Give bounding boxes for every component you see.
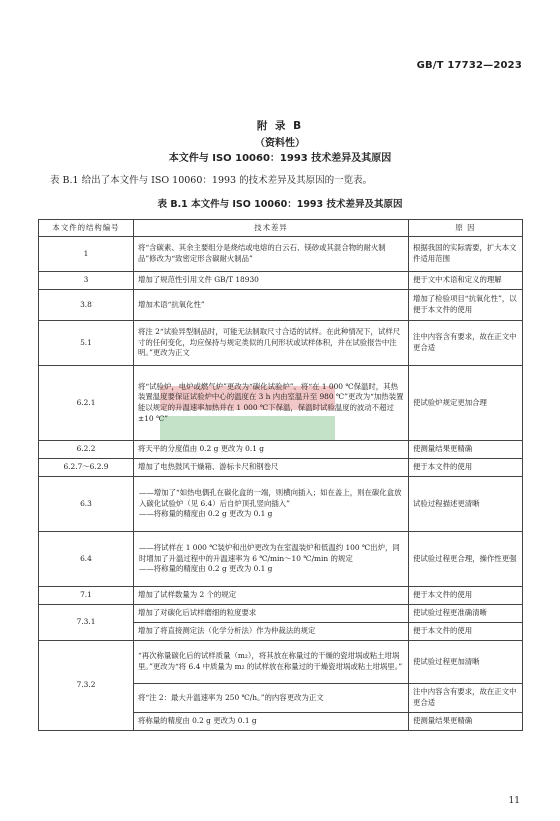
row-diff: 将天平的分度值由 0.2 g 更改为 0.1 g [134,441,409,459]
row-no: 1 [39,237,134,272]
row-no: 7.1 [39,587,134,605]
table-row [39,321,523,366]
table-row [39,272,523,290]
row-diff: 增加了规范性引用文件 GB/T 18930 [134,272,409,290]
appendix-nature: （资料性） [255,138,305,149]
intro-paragraph: 表 B.1 给出了本文件与 ISO 10060：1993 的技术差异及其原因的一览表。 [50,175,373,186]
row-reason: 使试验过程更加清晰 [409,641,523,684]
row-reason: 便于文中术语和定义的理解 [409,272,523,290]
row-no: 7.3.2 [39,641,134,731]
row-diff [134,532,409,587]
appendix-title: 附 录 B [256,120,304,132]
row-reason: 便于本文件的使用 [409,623,523,641]
row-reason: 使试验过程更合理，操作性更强 [409,532,523,587]
table-row [39,459,523,477]
row-no: 3.8 [39,290,134,321]
table-row [39,290,523,321]
row-diff: 增加了对碳化后试样磨细的粒度要求 [134,605,409,623]
row-reason: 便于本文件的使用 [409,587,523,605]
row-diff: 将称量的精度由 0.2 g 更改为 0.1 g [134,713,409,731]
row-no: 6.4 [39,532,134,587]
table-row [39,641,523,684]
table-row [39,587,523,605]
row-no: 5.1 [39,321,134,366]
table-header-row [39,220,523,237]
row-no: 6.2.1 [39,366,134,441]
appendix-subject: 本文件与 ISO 10060：1993 技术差异及其原因 [168,153,392,164]
diff-item: ——将试样在 1 000 ℃装炉和出炉更改为在室温装炉和低温约 100 ℃出炉，同时增加了升温过程中的升温速率为 6 ℃/min～10 ℃/min 的规定 [139,542,400,563]
row-reason: 使测量结果更精确 [409,441,523,459]
row-diff: 增加术语“抗氧化性” [134,290,409,321]
row-no: 6.3 [39,477,134,532]
row-no: 3 [39,272,134,290]
row-reason: 注中内容含有要求，故在正文中更合适 [409,684,523,713]
row-diff: 将注 2“试验异型制品时，可能无法制取尺寸合适的试样。在此种情况下，试样尺寸的任何变化，均应保持与规定类似的几何形状或试样体积，并在试验报告中注明。”更改为正文 [134,321,409,366]
table-row [39,605,523,623]
row-diff: 将“含碳素、其余主要组分是烧结或电熔的白云石、镁砂或其混合物的耐火制品”修改为“致密定形含碳耐火制品” [134,237,409,272]
header-structure-no: 本文件的结构编号 [39,220,134,237]
row-reason: 注中内容含有要求，故在正文中更合适 [409,321,523,366]
row-diff: 将“试验炉，电炉或燃气炉”更改为“碳化试验炉”。将“在 1 000 ℃保温时，其热装置温度要保证试验炉中心的温度在 3 h 内由室温升至 980 ℃”更改为“加热装置能以规定的升温速率加热并在 1 000 ℃下保温，保温时试验温度的波动不超过 ±10 ℃” [134,366,409,441]
table-row [39,477,523,532]
header-reason: 原 因 [409,220,523,237]
row-diff: 增加了将直接测定法（化学分析法）作为仲裁法的规定 [134,623,409,641]
row-no: 7.3.1 [39,605,134,641]
row-reason: 增加了检验项目“抗氧化性”，以便于本文件的使用 [409,290,523,321]
row-reason: 使试验炉规定更加合理 [409,366,523,441]
table-row [39,237,523,272]
header-tech-diff: 技术差异 [134,220,409,237]
row-reason: 使试验过程更准确清晰 [409,605,523,623]
diff-item: ——将称量的精度由 0.2 g 更改为 0.1 g [139,509,273,519]
row-reason: 根据我国的实际需要，扩大本文件适用范围 [409,237,523,272]
row-diff: 增加了试样数量为 2 个的规定 [134,587,409,605]
table-row [39,441,523,459]
row-no: 6.2.2 [39,441,134,459]
standard-code: GB/T 17732—2023 [416,60,522,71]
row-reason: 使测量结果更精确 [409,713,523,731]
row-diff: 将“注 2：最大升温速率为 250 ℃/h。”的内容更改为正文 [134,684,409,713]
table-caption: 表 B.1 本文件与 ISO 10060：1993 技术差异及其原因 [157,199,403,210]
row-reason: 便于本文件的使用 [409,459,523,477]
row-diff: 增加了电热鼓风干燥箱、游标卡尺和钢卷尺 [134,459,409,477]
diff-item: ——将称量的精度由 0.2 g 更改为 0.1 g [139,564,273,574]
row-diff: “再次称量碳化后的试样质量（m₂），将其放在称量过的干燥的瓷坩埚或粘土坩埚里。”更改为“将 6.4 中质量为 m₂ 的试样放在称量过的干燥瓷坩埚或粘土坩埚里。” [134,641,409,684]
row-reason: 试验过程描述更清晰 [409,477,523,532]
diff-item: ——增加了“如热电偶孔在碳化盒的一端，则横向插入；如在盖上，则在碳化盒放入碳化试验炉（见 6.4）后自炉顶孔竖向插入” [139,487,402,508]
row-no: 6.2.7～6.2.9 [39,459,134,477]
diff-table [38,219,523,731]
table-row [39,532,523,587]
row-diff [134,477,409,532]
table-row [39,366,523,441]
page-number: 11 [508,796,520,806]
